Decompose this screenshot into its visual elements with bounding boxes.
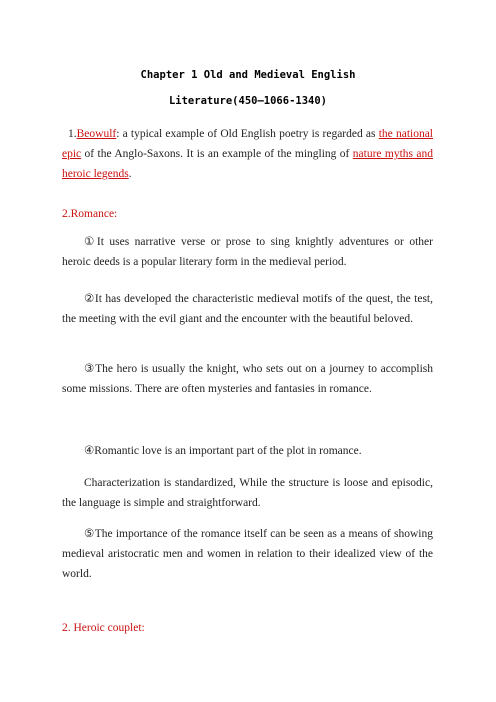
beowulf-text-c: . xyxy=(128,168,132,180)
beowulf-number: 1. xyxy=(68,128,77,140)
romance-item-3: ③The hero is usually the knight, who sets out on a journey to accomplish some missions. There are often mysteries and fantasies in romance. xyxy=(62,363,433,395)
heroic-couplet-heading: 2. Heroic couplet: xyxy=(62,622,145,634)
beowulf-term: Beowulf xyxy=(76,128,117,140)
romance-item-4: ④Romantic love is an important part of the plot in romance. xyxy=(84,445,362,457)
beowulf-paragraph xyxy=(62,124,433,184)
romance-item-1: ①It uses narrative verse or prose to sing knightly adventures or other heroic deeds is a popular literary form in the medieval period. xyxy=(62,236,433,268)
beowulf-text-a: : a typical example of Old English poetry is regarded as xyxy=(116,128,379,140)
beowulf-text-b: of the Anglo-Saxons. It is an example of the mingling of xyxy=(81,148,353,160)
chapter-title-line2: Literature(450—1066-1340) xyxy=(168,95,328,107)
chapter-title-line1: Chapter 1 Old and Medieval English xyxy=(140,69,356,81)
romance-item-5: ⑤The importance of the romance itself can be seen as a means of showing medieval aristocratic men and women in relation to their idealized view of the world. xyxy=(62,528,433,580)
romance-note: Characterization is standardized, While the structure is loose and episodic, the language is simple and straightforward. xyxy=(62,477,433,509)
national-epic-highlight: the national epic xyxy=(62,128,434,160)
romance-heading: 2.Romance: xyxy=(62,208,118,220)
romance-item-2: ②It has developed the characteristic medieval motifs of the quest, the test, the meeting with the evil giant and the encounter with the beautiful beloved. xyxy=(62,293,433,325)
nature-myths-highlight: nature myths and heroic legends xyxy=(62,148,433,180)
